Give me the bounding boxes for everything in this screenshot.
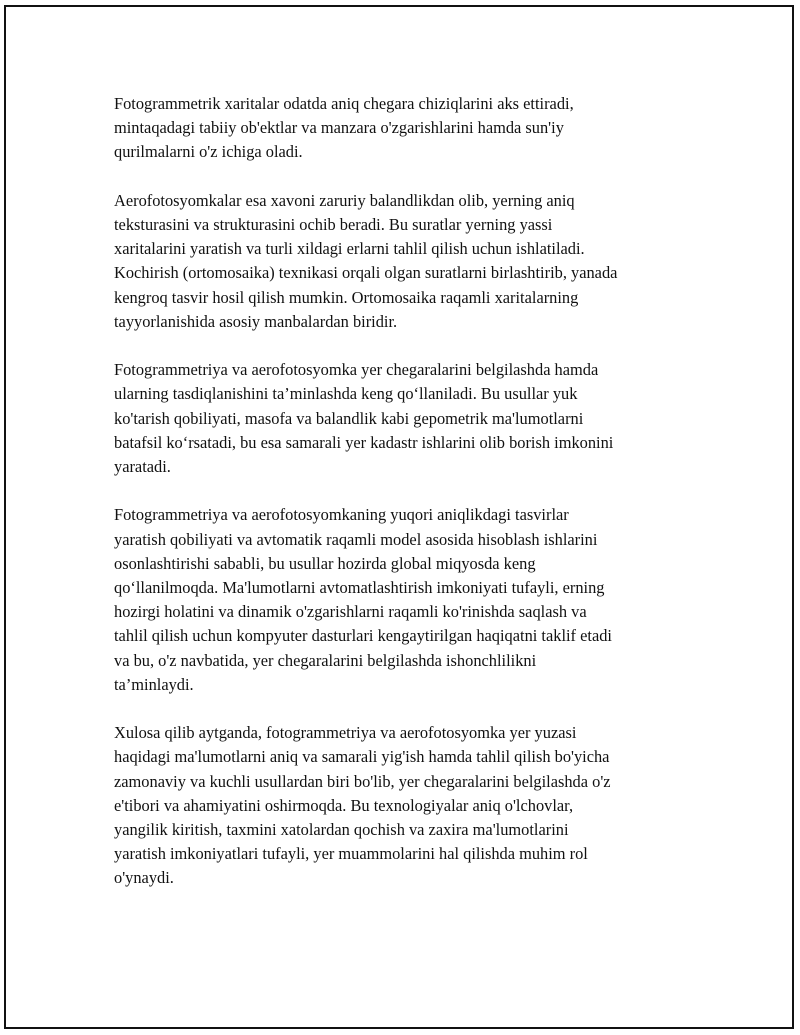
text-line: tahlil qilish uchun kompyuter dasturlari kengaytirilgan haqiqatni taklif etadi xyxy=(114,626,612,646)
text-line: tayyorlanishida asosiy manbalardan biridir. xyxy=(114,311,398,331)
text-line: o'ynaydi. xyxy=(114,868,174,888)
text-line: Fotogrammetrik xaritalar odatda aniq chegara chiziqlarini aks ettiradi, xyxy=(114,94,574,113)
text-line: zamonaviy va kuchli usullardan biri bo'lib, yer chegaralarini belgilashda o'z xyxy=(114,771,611,791)
text-line: Fotogrammetriya va aerofotosyomkaning yuqori aniqlikdagi tasvirlar xyxy=(114,505,569,525)
paragraph-4 xyxy=(114,503,694,697)
text-line: Xulosa qilib aytganda, fotogrammetriya va aerofotosyomka yer yuzasi xyxy=(114,723,577,743)
text-line: osonlashtirishi sababli, bu usullar hozirda global miqyosda keng xyxy=(114,553,536,573)
text-line: batafsil ko‘rsatadi, bu esa samarali yer kadastr ishlarini olib borish imkonini xyxy=(114,432,614,452)
text-line: yaratadi. xyxy=(114,457,171,477)
text-line: Aerofotosyomkalar esa xavoni zaruriy balandlikdan olib, yerning aniq xyxy=(114,190,575,210)
text-line: va bu, o'z navbatida, yer chegaralarini belgilashda ishonchlilikni xyxy=(114,650,537,670)
paragraph-2 xyxy=(114,189,694,334)
text-line: mintaqadagi tabiiy ob'ektlar va manzara o'zgarishlarini hamda sun'iy xyxy=(114,118,564,138)
text-line: yaratish imkoniyatlari tufayli, yer muammolarini hal qilishda muhim rol xyxy=(114,844,588,864)
text-line: yangilik kiritish, taxmini xatolardan qochish va zaxira ma'lumotlarini xyxy=(114,820,569,840)
text-line: xaritalarini yaratish va turli xildagi erlarni tahlil qilish uchun ishlatiladi. xyxy=(114,239,585,259)
paragraph-1 xyxy=(114,92,694,165)
text-line: e'tibori va ahamiyatini oshirmoqda. Bu texnologiyalar aniq o'lchovlar, xyxy=(114,795,574,815)
text-line: haqidagi ma'lumotlarni aniq va samarali yig'ish hamda tahlil qilish bo'yicha xyxy=(114,747,610,767)
text-line: ko'tarish qobiliyati, masofa va balandlik kabi gepometrik ma'lumotlarni xyxy=(114,408,584,428)
text-line: qo‘llanilmoqda. Ma'lumotlarni avtomatlashtirish imkoniyati tufayli, erning xyxy=(114,578,605,598)
paragraph-5 xyxy=(114,721,694,890)
text-line: teksturasini va strukturasini ochib beradi. Bu suratlar yerning yassi xyxy=(114,215,553,234)
text-line: ularning tasdiqlanishini ta’minlashda keng qo‘llaniladi. Bu usullar yuk xyxy=(114,384,578,404)
text-line: yaratish qobiliyati va avtomatik raqamli model asosida hisoblash ishlarini xyxy=(114,529,598,549)
document-body xyxy=(114,92,694,915)
text-line: ta’minlaydi. xyxy=(114,674,194,694)
text-line: Fotogrammetriya va aerofotosyomka yer chegaralarini belgilashda hamda xyxy=(114,360,599,380)
text-line: qurilmalarni o'z ichiga oladi. xyxy=(114,142,303,162)
paragraph-3 xyxy=(114,358,694,479)
text-line: Kochirish (ortomosaika) texnikasi orqali olgan suratlarni birlashtirib, yanada xyxy=(114,263,618,283)
text-line: hozirgi holatini va dinamik o'zgarishlarni raqamli ko'rinishda saqlash va xyxy=(114,602,587,622)
text-line: kengroq tasvir hosil qilish mumkin. Ortomosaika raqamli xaritalarning xyxy=(114,287,579,307)
